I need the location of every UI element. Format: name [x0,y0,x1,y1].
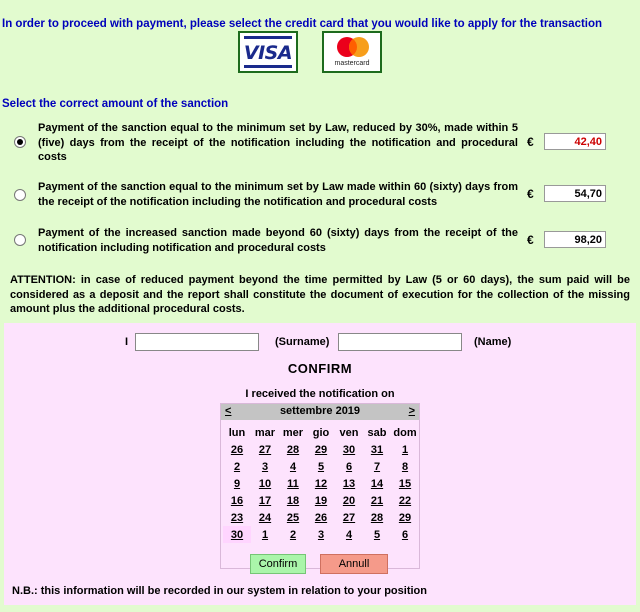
footnote: N.B.: this information will be recorded in our system in relation to your position [12,585,427,597]
calendar-day[interactable]: 6 [401,528,409,541]
calendar-day[interactable]: 6 [345,460,353,473]
calendar-day[interactable]: 16 [230,494,244,507]
calendar-day-cell [279,441,307,458]
calendar-day[interactable]: 19 [314,494,328,507]
calendar-day-cell [279,475,307,492]
calendar-day-cell [307,441,335,458]
visa-top-bar [244,36,292,39]
calendar-day[interactable]: 11 [287,477,299,490]
calendar-day-cell [335,441,363,458]
calendar-grid [223,424,419,543]
confirmation-panel [4,323,636,605]
calendar-day-cell [251,492,279,509]
calendar-week-row [223,475,419,492]
calendar-day-cell [251,458,279,475]
calendar-day[interactable]: 17 [258,494,272,507]
calendar-day-cell [307,509,335,526]
calendar-next-month[interactable]: > [408,405,415,417]
calendar-day[interactable]: 27 [258,443,272,456]
calendar-day[interactable]: 31 [370,443,384,456]
calendar-day[interactable]: 14 [370,477,384,490]
amount-field: 54,70 [544,185,606,202]
calendar-day[interactable]: 10 [258,477,272,490]
calendar-day-cell [251,509,279,526]
calendar-day-cell [223,458,251,475]
calendar-week-row [223,509,419,526]
calendar-day-cell [335,475,363,492]
calendar-day[interactable]: 4 [289,460,297,473]
calendar-day-cell [223,526,251,543]
calendar-week-row [223,492,419,509]
calendar-week-row [223,441,419,458]
visa-card-option[interactable] [238,31,298,73]
date-picker [220,403,420,569]
mastercard-logo [336,36,370,58]
radio-option-standard[interactable] [14,189,26,201]
calendar-day-cell [251,526,279,543]
calendar-day[interactable]: 3 [317,528,325,541]
weekday-label: lun [228,426,246,439]
visa-bottom-bar [244,65,292,68]
calendar-day[interactable]: 8 [401,460,409,473]
calendar-day[interactable]: 26 [314,511,328,524]
calendar-day-cell [307,526,335,543]
calendar-month-title: settembre 2019 [279,405,361,417]
calendar-day-cell [223,509,251,526]
calendar-day-cell [363,526,391,543]
calendar-day-cell [279,526,307,543]
calendar-day[interactable]: 15 [398,477,412,490]
amount-section-title: Select the correct amount of the sanction [2,98,229,110]
calendar-day-cell [307,458,335,475]
calendar-day[interactable]: 30 [342,443,356,456]
amount-field: 42,40 [544,133,606,150]
attention-notice: ATTENTION: in case of reduced payment beyond the time permitted by Law (5 or 60 days), the sum paid will be considered as a deposit and the report shall constitute the document of execution for the collection of the missing amount plus the additional procedural costs. [10,274,630,315]
calendar-day-cell [391,475,419,492]
calendar-day-cell [363,475,391,492]
calendar-day[interactable]: 1 [261,528,269,541]
euro-symbol: € [527,187,534,201]
calendar-day-cell [307,475,335,492]
option-text: Payment of the increased sanction made beyond 60 (sixty) days from the receipt of the notification including notification and procedural costs [38,227,518,254]
weekday-label: dom [393,426,417,439]
calendar-day[interactable]: 4 [345,528,353,541]
i-label: I [125,336,129,348]
option-text: Payment of the sanction equal to the minimum set by Law made within 60 (sixty) days from the receipt of the notification including the notification and procedural costs [38,181,518,208]
notification-date-label: I received the notification on [245,388,395,400]
calendar-day-cell [363,441,391,458]
confirm-title: CONFIRM [287,361,353,376]
calendar-day[interactable]: 20 [342,494,356,507]
calendar-day[interactable]: 22 [398,494,412,507]
calendar-day[interactable]: 9 [233,477,241,490]
calendar-day[interactable]: 5 [373,528,381,541]
calendar-day-cell [391,441,419,458]
calendar-day-cell [363,509,391,526]
weekday-row [223,424,419,441]
calendar-day-cell [363,458,391,475]
calendar-day-cell [363,492,391,509]
confirm-button[interactable]: Confirm [250,554,306,574]
calendar-day-cell [335,492,363,509]
calendar-day[interactable]: 23 [230,511,244,524]
calendar-day-cell [279,509,307,526]
calendar-day-cell [279,492,307,509]
calendar-day-cell [335,509,363,526]
weekday-label: mar [254,426,276,439]
calendar-day-cell [223,441,251,458]
calendar-week-row [223,458,419,475]
calendar-day[interactable]: 1 [401,443,409,456]
option-text: Payment of the sanction equal to the minimum set by Law, reduced by 30%, made within 5 (five) days from the receipt of the notification including the notification and procedural costs [38,122,518,163]
weekday-label: sab [367,426,387,439]
calendar-day[interactable]: 7 [373,460,381,473]
visa-logo: VISA [243,42,293,64]
calendar-day-cell [251,475,279,492]
calendar-week-row [223,526,419,543]
calendar-day-cell [223,475,251,492]
name-input[interactable] [338,333,462,351]
calendar-day[interactable]: 18 [286,494,300,507]
calendar-header [221,404,419,420]
calendar-day-cell [391,458,419,475]
calendar-day-cell [307,492,335,509]
calendar-day-cell [223,492,251,509]
calendar-day-cell [335,458,363,475]
calendar-day-cell [279,458,307,475]
euro-symbol: € [527,233,534,247]
euro-symbol: € [527,135,534,149]
calendar-days [223,441,419,543]
calendar-day[interactable]: 26 [230,443,244,456]
surname-label: (Surname) [275,336,330,348]
calendar-day[interactable]: 24 [258,511,272,524]
calendar-day[interactable]: 2 [289,528,297,541]
calendar-day[interactable]: 25 [286,511,300,524]
weekday-label: ven [339,426,359,439]
weekday-label: mer [282,426,304,439]
radio-option-increased[interactable] [14,234,26,246]
calendar-day[interactable]: 27 [342,511,356,524]
radio-option-reduced[interactable] [14,136,26,148]
calendar-day-cell [251,441,279,458]
calendar-day[interactable]: 13 [342,477,356,490]
calendar-day-cell [391,509,419,526]
calendar-day[interactable]: 3 [261,460,269,473]
calendar-day[interactable]: 28 [370,511,384,524]
calendar-day[interactable]: 5 [317,460,325,473]
calendar-day-cell [391,492,419,509]
surname-input[interactable] [135,333,259,351]
mastercard-wordmark: mastercard [334,60,370,67]
calendar-day[interactable]: 29 [314,443,328,456]
calendar-day[interactable]: 12 [314,477,328,490]
calendar-day[interactable]: 28 [286,443,300,456]
amount-field: 98,20 [544,231,606,248]
mastercard-card-option[interactable] [322,31,382,73]
calendar-day[interactable]: 29 [398,511,412,524]
calendar-day[interactable]: 21 [370,494,384,507]
calendar-prev-month[interactable]: < [225,405,232,417]
cancel-button[interactable]: Annull [320,554,388,574]
calendar-day[interactable]: 2 [233,460,241,473]
calendar-day[interactable]: 30 [230,528,244,541]
calendar-day-cell [391,526,419,543]
calendar-day-cell [335,526,363,543]
name-label: (Name) [474,336,512,348]
intro-text: In order to proceed with payment, please select the credit card that you would like to apply for the transaction [2,18,603,30]
weekday-label: gio [312,426,330,439]
